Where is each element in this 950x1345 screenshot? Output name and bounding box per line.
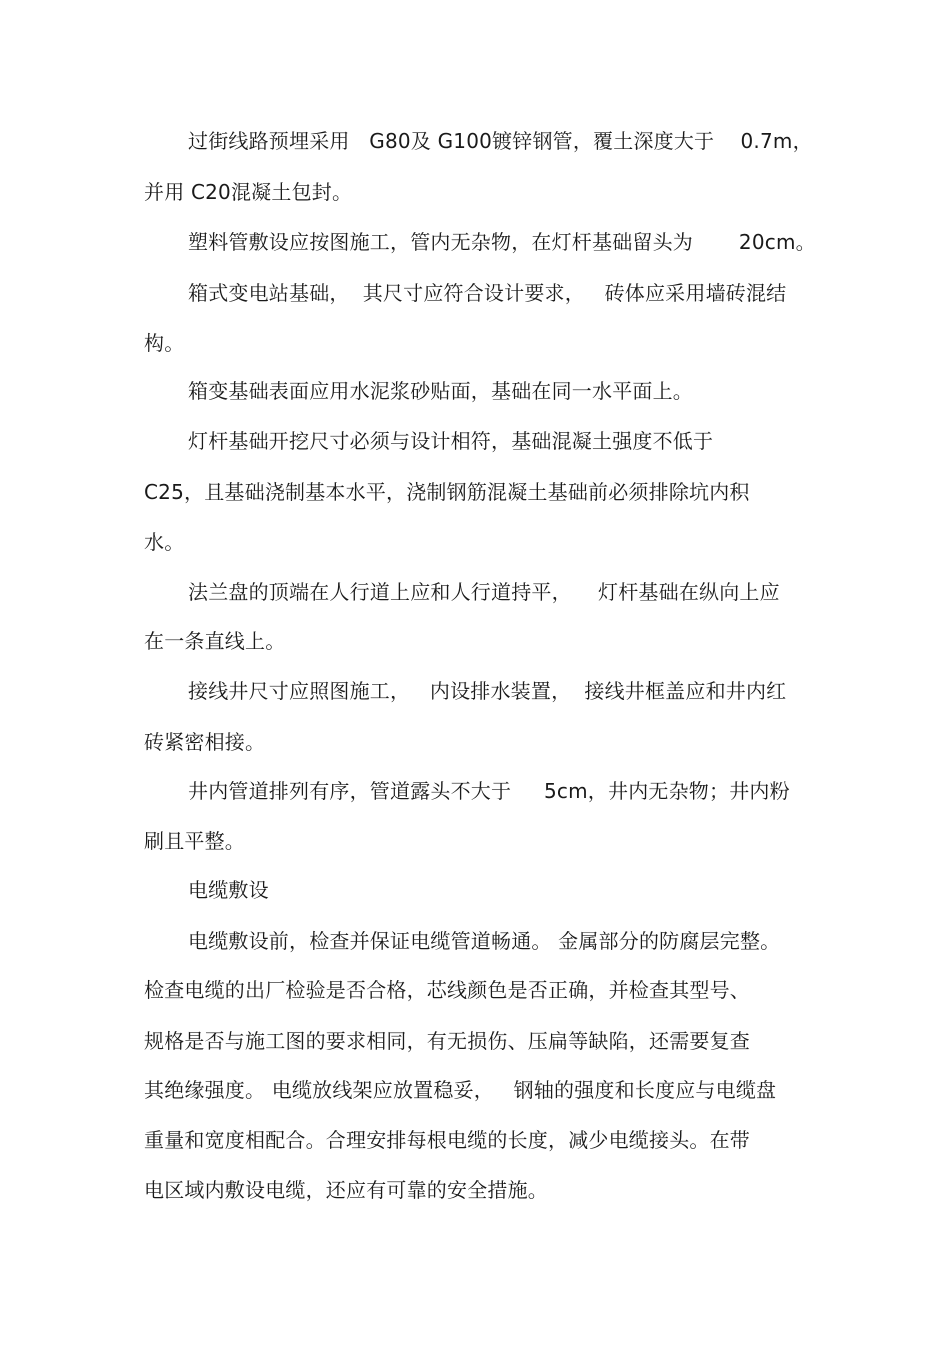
text-line: 规格是否与施工图的要求相同，有无损伤、压扁等缺陷，还需要复查	[144, 1029, 750, 1053]
text-line: 接线井尺寸应照图施工， 内设排水装置， 接线井框盖应和井内红	[188, 679, 787, 703]
section-heading: 电缆敷设	[188, 878, 269, 902]
text-line: 刷且平整。	[144, 829, 245, 853]
text-line: 砖紧密相接。	[144, 730, 266, 754]
text-line: 其绝缘强度。 电缆放线架应放置稳妥， 钢轴的强度和长度应与电缆盘	[144, 1078, 777, 1102]
text-line: 法兰盘的顶端在人行道上应和人行道持平， 灯杆基础在纵向上应	[188, 580, 780, 604]
text-line: 构。	[144, 331, 185, 355]
text-line: 塑料管敷设应按图施工，管内无杂物，在灯杆基础留头为 20cm。	[188, 230, 816, 254]
text-line: 过街线路预埋采用 G80及 G100镀锌钢管，覆土深度大于 0.7m，	[188, 129, 813, 153]
text-line: 检查电缆的出厂检验是否合格，芯线颜色是否正确，并检查其型号、	[144, 978, 750, 1002]
text-line: 电缆敷设前，检查并保证电缆管道畅通。 金属部分的防腐层完整。	[188, 929, 781, 953]
text-line: 电区域内敷设电缆，还应有可靠的安全措施。	[144, 1178, 548, 1202]
text-line: 箱式变电站基础， 其尺寸应符合设计要求， 砖体应采用墙砖混结	[188, 281, 787, 305]
text-line: 重量和宽度相配合。合理安排每根电缆的长度，减少电缆接头。在带	[144, 1128, 750, 1152]
text-line: C25，且基础浇制基本水平，浇制钢筋混凝土基础前必须排除坑内积	[144, 480, 750, 504]
text-line: 在一条直线上。	[144, 629, 286, 653]
text-line: 井内管道排列有序，管道露头不大于 5cm，井内无杂物；井内粉	[188, 779, 790, 803]
text-line: 灯杆基础开挖尺寸必须与设计相符，基础混凝土强度不低于	[188, 429, 714, 453]
text-line: 水。	[144, 530, 185, 554]
text-line: 并用 C20混凝土包封。	[144, 180, 353, 204]
text-line: 箱变基础表面应用水泥浆砂贴面，基础在同一水平面上。	[188, 379, 693, 403]
